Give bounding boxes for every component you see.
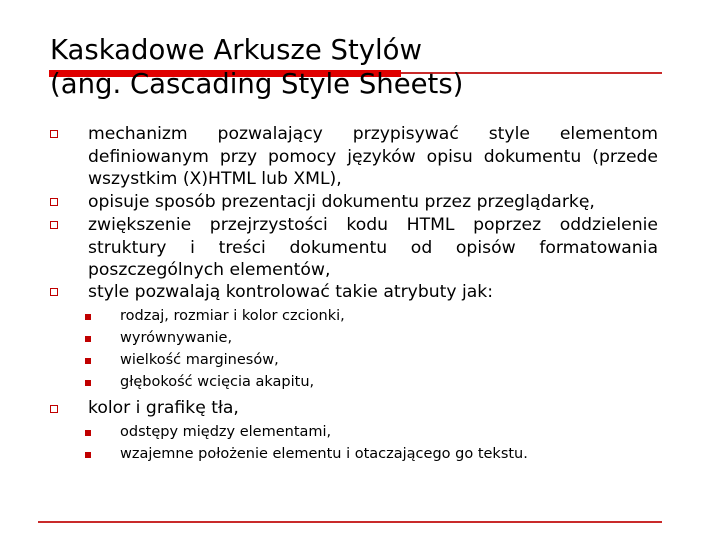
sub-bullet-item: wielkość marginesów, (120, 352, 279, 368)
filled-bullet-icon (85, 430, 91, 436)
sub-bullet-item: odstępy między elementami, (120, 424, 332, 440)
square-bullet-icon (50, 288, 58, 296)
square-bullet-icon (50, 198, 58, 206)
filled-bullet-icon (85, 380, 91, 386)
square-bullet-icon (50, 130, 58, 138)
bullet-item: kolor i grafikę tła, (88, 398, 239, 418)
bullet-item: mechanizm pozwalający przypisywać style elementom definiowanym przy pomocy języków opisu dokumentu (przede wszystkim (X)HTML lub XML), (88, 124, 658, 189)
slide-title (50, 33, 670, 101)
sub-bullet-item: rodzaj, rozmiar i kolor czcionki, (120, 308, 345, 324)
square-bullet-icon (50, 221, 58, 229)
sub-bullet-item: wyrównywanie, (120, 330, 233, 346)
title-line-2: (ang. Cascading Style Sheets) (50, 68, 464, 100)
filled-bullet-icon (85, 358, 91, 364)
bullet-item: style pozwalają kontrolować takie atrybuty jak: (88, 282, 494, 302)
title-line-1: Kaskadowe Arkusze Stylów (50, 34, 422, 66)
filled-bullet-icon (85, 452, 91, 458)
filled-bullet-icon (85, 314, 91, 320)
filled-bullet-icon (85, 336, 91, 342)
square-bullet-icon (50, 405, 58, 413)
bullet-item: zwiększenie przejrzystości kodu HTML poprzez oddzielenie struktury i treści dokumentu od opisów formatowania poszczególnych elementów, (88, 215, 658, 280)
sub-bullet-item: wzajemne położenie elementu i otaczającego go tekstu. (120, 446, 528, 462)
bullet-item: opisuje sposób prezentacji dokumentu przez przeglądarkę, (88, 192, 595, 212)
footer-rule (38, 521, 662, 523)
sub-bullet-item: głębokość wcięcia akapitu, (120, 374, 315, 390)
